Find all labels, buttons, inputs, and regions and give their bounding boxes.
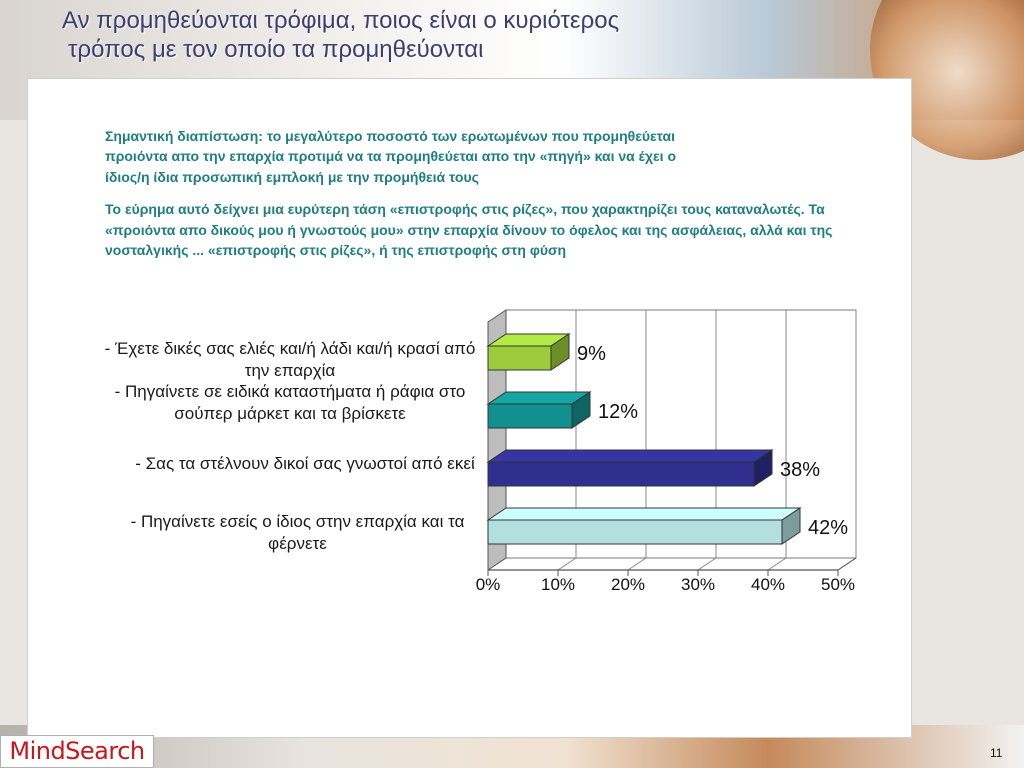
bar-value-label-2: 38% — [780, 459, 821, 481]
category-label-3: - Σας τα στέλνουν δικοί σας γνωστοί από εκεί — [135, 454, 475, 473]
floor-line-3 — [698, 558, 716, 570]
category-label-2: - Πηγαίνετε σε ειδικά καταστήματα ή ράφια στο σούπερ μάρκετ και τα βρίσκετε — [114, 382, 466, 423]
x-tick-label-4: 40% — [750, 575, 786, 594]
title-line-2: τρόπος με τον οποίο τα προμηθεύονται — [68, 36, 484, 63]
category-label-4: - Πηγαίνετε εσείς ο ίδιος στην επαρχία και τα φέρνετε — [130, 512, 465, 553]
x-tick-label-2: 20% — [610, 575, 646, 594]
bar-top-2 — [488, 450, 772, 462]
finding-paragraph-2: Το εύρημα αυτό δείχνει μια ευρύτερη τάση «επιστροφής στις ρίζες», που χαρακτηρίζει τους καταναλωτές. Τα «προιόντα απο δικούς μου ή γνωστούς μου» στην επαρχία δίνουν το όφελος και της ασφάλειας, αλλά και της νοσταλγικής ... «επιστροφής στις ρίζες», ή της επιστροφής στη φύση — [105, 201, 833, 259]
title-line-1: Αν προμηθεύονται τρόφιμα, ποιος είναι ο κυριότερος — [62, 7, 620, 34]
x-tick-label-0: 0% — [475, 575, 501, 594]
floor-line-2 — [628, 558, 646, 570]
category-label-1: - Έχετε δικές σας ελιές και/ή λάδι και/ή κρασί από την επαρχία — [104, 339, 476, 380]
bar-value-label-3: 42% — [808, 517, 849, 539]
bar-1 — [488, 404, 572, 428]
floor-line-1 — [558, 558, 576, 570]
bar-3 — [488, 520, 782, 544]
bar-2 — [488, 462, 754, 486]
floor-line-4 — [768, 558, 786, 570]
bar-value-label-0: 9% — [577, 343, 606, 365]
bar-0 — [488, 346, 551, 370]
page-number: 11 — [990, 746, 1003, 760]
x-tick-label-1: 10% — [540, 575, 576, 594]
mindsearch-logo: MindSearch — [0, 735, 154, 768]
x-tick-label-3: 30% — [680, 575, 716, 594]
bar-value-label-1: 12% — [598, 401, 639, 423]
x-tick-label-5: 50% — [820, 575, 856, 594]
finding-paragraph-1: Σημαντική διαπίστωση: το μεγαλύτερο ποσοστό των ερωτωμένων που προμηθεύεται προιόντα απο την επαρχία προτιμά να τα προμηθεύεται απο την «πηγή» και να έχει ο ίδιος/η ίδια προσωπική εμπλοκή με την προμήθειά τους — [105, 128, 677, 185]
bar-top-3 — [488, 508, 800, 520]
floor-right-edge — [838, 558, 856, 570]
